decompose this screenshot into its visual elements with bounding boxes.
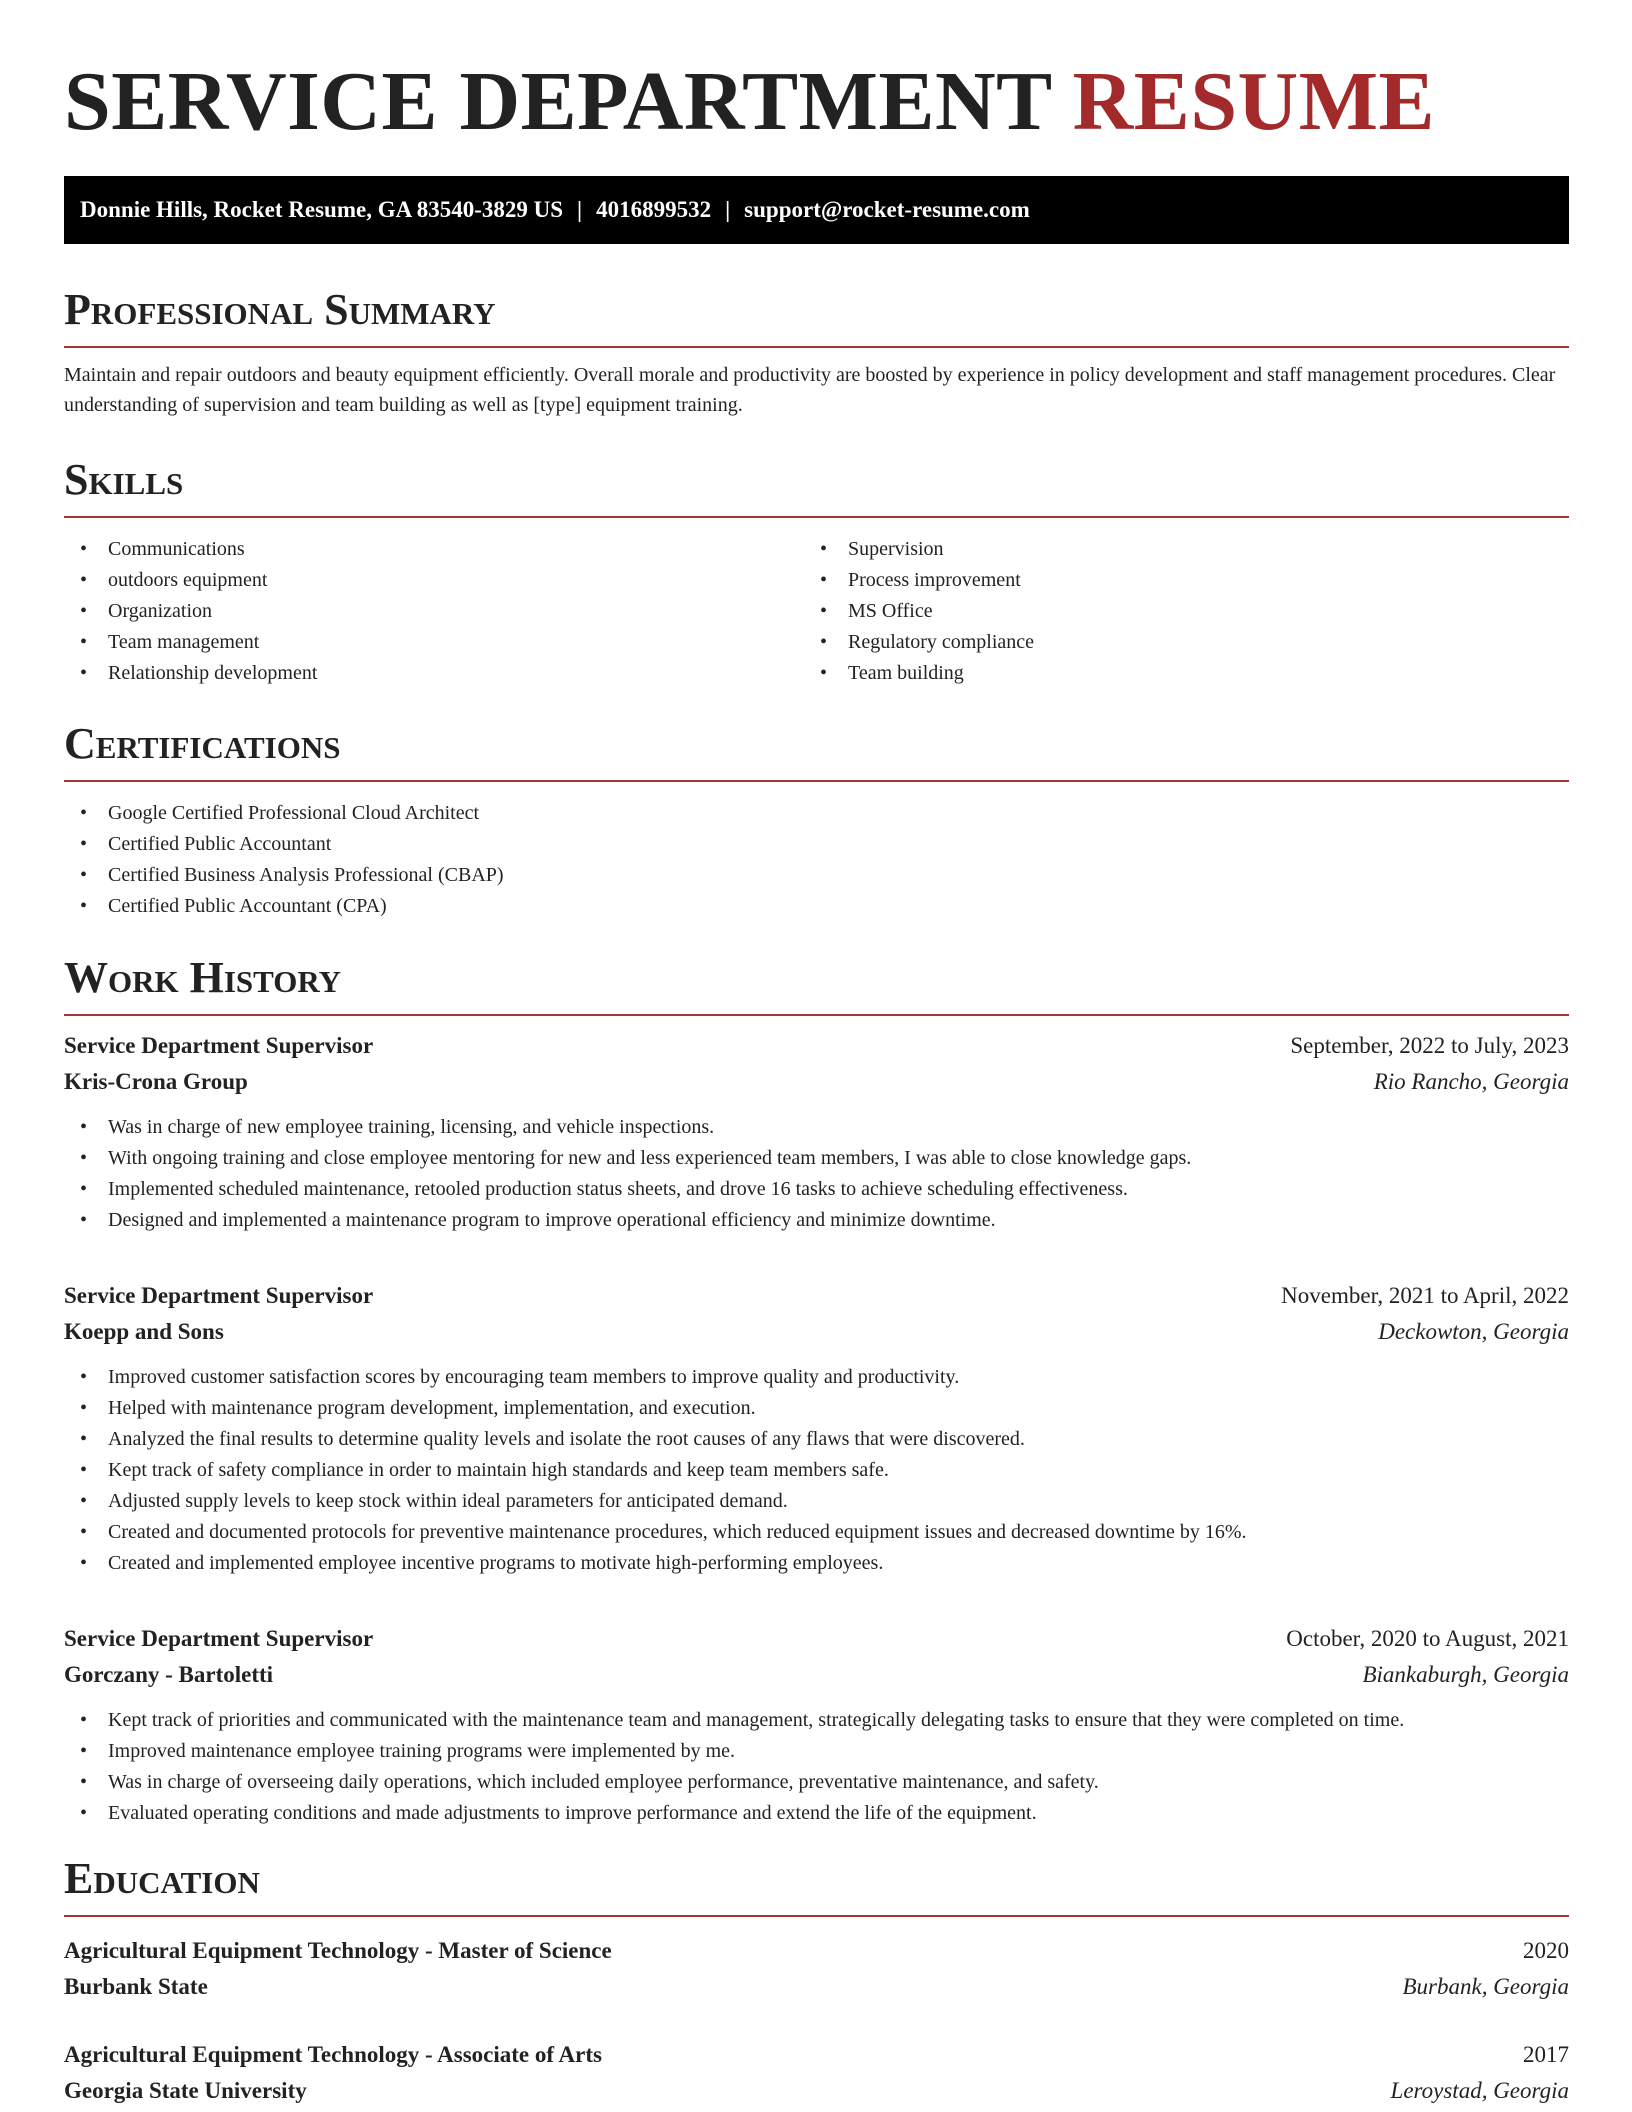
certification-item: • Certified Business Analysis Professional (CBAP) (64, 860, 1569, 891)
education-location: Leroystad, Georgia (1390, 2078, 1569, 2103)
education-school-row (64, 1969, 1569, 2005)
skills-heading: Skills (64, 455, 184, 504)
contact-bar (64, 176, 1569, 244)
job-bullet: • Evaluated operating conditions and made adjustments to improve performance and extend the life of the equipment. (64, 1798, 1569, 1829)
skill-item: • Relationship development (64, 658, 804, 689)
section-divider (64, 1915, 1569, 1917)
education-entry (64, 2037, 1569, 2109)
job-bullet: • Created and documented protocols for preventive maintenance procedures, which reduced equipment issues and decreased downtime by 16%. (64, 1517, 1569, 1548)
job-company-row (64, 1657, 1569, 1693)
work-history-heading: Work History (64, 953, 342, 1002)
skills-list-left (64, 534, 804, 689)
job-company: Kris-Crona Group (64, 1069, 248, 1094)
education-school: Georgia State University (64, 2078, 307, 2103)
job-entry (64, 1028, 1569, 1236)
skill-item: • outdoors equipment (64, 565, 804, 596)
summary-heading: Professional Summary (64, 285, 496, 334)
job-bullet: • Was in charge of overseeing daily operations, which included employee performance, preventative maintenance, and safety. (64, 1767, 1569, 1798)
job-location: Deckowton, Georgia (1378, 1319, 1569, 1344)
job-bullets (64, 1112, 1569, 1236)
job-bullet: • Designed and implemented a maintenance program to improve operational efficiency and minimize downtime. (64, 1205, 1569, 1236)
job-bullet: • Kept track of safety compliance in order to maintain high standards and keep team members safe. (64, 1455, 1569, 1486)
education-degree-row (64, 1933, 1569, 1969)
job-bullets (64, 1705, 1569, 1829)
job-dates: September, 2022 to July, 2023 (1290, 1033, 1569, 1058)
job-dates: November, 2021 to April, 2022 (1281, 1283, 1569, 1308)
section-divider (64, 1014, 1569, 1016)
certifications-section (64, 716, 1569, 922)
education-year: 2020 (1523, 1938, 1569, 1963)
section-divider (64, 780, 1569, 782)
certifications-list (64, 798, 1569, 922)
contact-separator: | (725, 197, 731, 222)
skills-section (64, 452, 1569, 689)
job-bullet: • Adjusted supply levels to keep stock within ideal parameters for anticipated demand. (64, 1486, 1569, 1517)
skill-item: • Communications (64, 534, 804, 565)
job-entry (64, 1621, 1569, 1829)
job-bullet: • Kept track of priorities and communicated with the maintenance team and management, strategically delegating tasks to ensure that they were completed on time. (64, 1705, 1569, 1736)
education-degree: Agricultural Equipment Technology - Associate of Arts (64, 2042, 602, 2067)
contact-phone[interactable]: 4016899532 (596, 197, 712, 222)
education-degree-row (64, 2037, 1569, 2073)
job-title: Service Department Supervisor (64, 1033, 374, 1058)
skill-item: • Supervision (804, 534, 1544, 565)
job-title: Service Department Supervisor (64, 1626, 374, 1651)
education-school: Burbank State (64, 1974, 208, 1999)
job-location: Biankaburgh, Georgia (1362, 1662, 1569, 1687)
job-bullet: • Improved maintenance employee training programs were implemented by me. (64, 1736, 1569, 1767)
education-section (64, 1851, 1569, 2109)
contact-email[interactable]: support@rocket-resume.com (744, 197, 1030, 222)
job-dates: October, 2020 to August, 2021 (1286, 1626, 1569, 1651)
job-bullet: • Implemented scheduled maintenance, retooled production status sheets, and drove 16 tasks to achieve scheduling effectiveness. (64, 1174, 1569, 1205)
skills-columns (64, 534, 1569, 689)
education-year: 2017 (1523, 2042, 1569, 2067)
job-company-row (64, 1314, 1569, 1350)
title-accent: RESUME (1072, 55, 1436, 148)
skill-item: • Team management (64, 627, 804, 658)
job-company-row (64, 1064, 1569, 1100)
job-bullet: • Created and implemented employee incentive programs to motivate high-performing employees. (64, 1548, 1569, 1579)
job-header-row (64, 1028, 1569, 1064)
skill-item: • Regulatory compliance (804, 627, 1544, 658)
job-bullet: • Analyzed the final results to determine quality levels and isolate the root causes of any flaws that were discovered. (64, 1424, 1569, 1455)
job-header-row (64, 1278, 1569, 1314)
job-title: Service Department Supervisor (64, 1283, 374, 1308)
job-bullet: • With ongoing training and close employee mentoring for new and less experienced team members, I was able to close knowledge gaps. (64, 1143, 1569, 1174)
certification-item: • Certified Public Accountant (CPA) (64, 891, 1569, 922)
job-bullets (64, 1362, 1569, 1579)
section-divider (64, 516, 1569, 518)
resume-title (64, 52, 1435, 152)
section-divider (64, 346, 1569, 348)
skill-item: • MS Office (804, 596, 1544, 627)
job-location: Rio Rancho, Georgia (1373, 1069, 1569, 1094)
job-header-row (64, 1621, 1569, 1657)
job-bullet: • Was in charge of new employee training, licensing, and vehicle inspections. (64, 1112, 1569, 1143)
contact-address: Donnie Hills, Rocket Resume, GA 83540-3829 US (80, 197, 563, 222)
education-entry (64, 1933, 1569, 2005)
skill-item: • Organization (64, 596, 804, 627)
education-heading: Education (64, 1854, 260, 1903)
job-bullet: • Helped with maintenance program development, implementation, and execution. (64, 1393, 1569, 1424)
summary-text: Maintain and repair outdoors and beauty equipment efficiently. Overall morale and productivity are boosted by experience in policy development and staff management procedures. Clear understanding of supervision and team building as well as [type] equipment training. (64, 364, 1556, 416)
title-main: SERVICE DEPARTMENT (64, 55, 1052, 148)
summary-section (64, 282, 1569, 420)
job-company: Koepp and Sons (64, 1319, 224, 1344)
job-bullet: • Improved customer satisfaction scores by encouraging team members to improve quality and productivity. (64, 1362, 1569, 1393)
certification-item: • Certified Public Accountant (64, 829, 1569, 860)
contact-separator: | (577, 197, 583, 222)
certifications-heading: Certifications (64, 719, 341, 768)
skills-list-right (804, 534, 1544, 689)
skill-item: • Process improvement (804, 565, 1544, 596)
education-location: Burbank, Georgia (1402, 1974, 1569, 1999)
education-school-row (64, 2073, 1569, 2109)
skill-item: • Team building (804, 658, 1544, 689)
certification-item: • Google Certified Professional Cloud Architect (64, 798, 1569, 829)
job-company: Gorczany - Bartoletti (64, 1662, 274, 1687)
education-degree: Agricultural Equipment Technology - Master of Science (64, 1938, 612, 1963)
work-history-section (64, 950, 1569, 1829)
job-entry (64, 1278, 1569, 1579)
